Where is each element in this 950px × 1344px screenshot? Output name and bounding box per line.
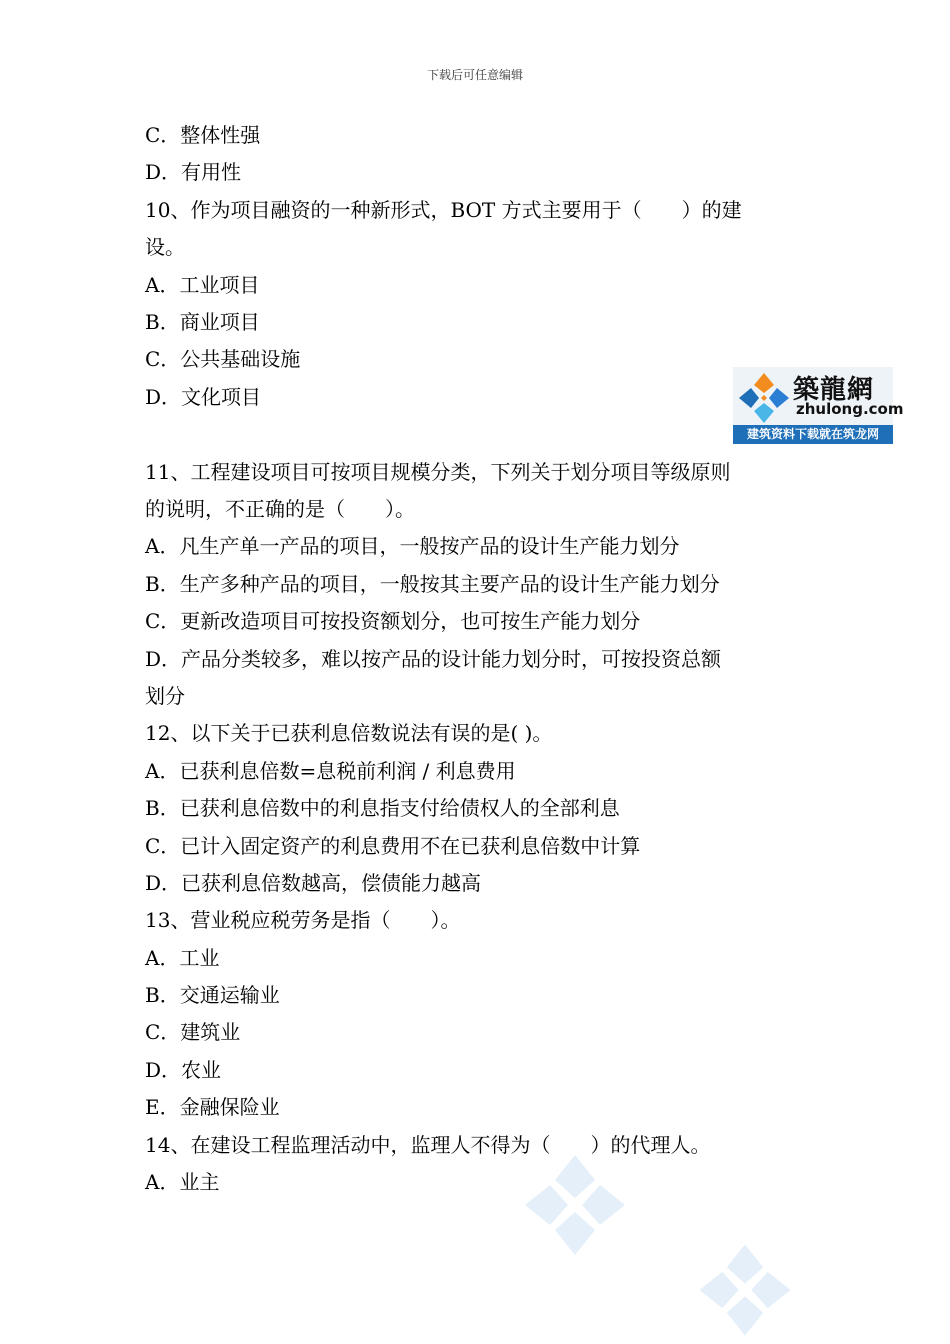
logo-domain: zhulong.com xyxy=(796,400,904,418)
option-a-q14: A．业主 xyxy=(145,1170,220,1195)
option-d-q11-line1: D．产品分类较多，难以按产品的设计能力划分时，可按投资总额 xyxy=(145,646,722,671)
watermark-icon xyxy=(520,1150,630,1260)
document-body xyxy=(145,117,810,1201)
option-c-q9: C．整体性强 xyxy=(145,123,261,147)
option-b-q12: B．已获利息倍数中的利息指支付给债权人的全部利息 xyxy=(145,796,620,821)
option-c-q10: C．公共基础设施 xyxy=(145,347,301,372)
question-10-line2: 设。 xyxy=(145,235,185,260)
option-b-q11: B．生产多种产品的项目，一般按其主要产品的设计生产能力划分 xyxy=(145,571,720,596)
question-11-line2: 的说明，不正确的是（ ）。 xyxy=(145,497,415,522)
watermark-icon xyxy=(695,1240,795,1340)
question-11-line1: 11、工程建设项目可按项目规模分类，下列关于划分项目等级原则 xyxy=(145,459,731,484)
zhulong-logo xyxy=(733,367,904,445)
option-b-q13: B．交通运输业 xyxy=(145,983,280,1008)
question-14: 14、在建设工程监理活动中，监理人不得为（ ）的代理人。 xyxy=(145,1132,711,1157)
logo-mark-icon xyxy=(737,371,791,425)
spacer xyxy=(145,416,810,454)
option-e-q13: E．金融保险业 xyxy=(145,1095,280,1120)
option-a-q10: A．工业项目 xyxy=(145,272,260,297)
option-d-q11-line2: 划分 xyxy=(145,683,185,708)
option-a-q13: A．工业 xyxy=(145,945,220,970)
question-13: 13、营业税应税劳务是指（ ）。 xyxy=(145,908,461,933)
option-d-q10: D．文化项目 xyxy=(145,384,262,409)
option-d-q12: D．已获利息倍数越高，偿债能力越高 xyxy=(145,870,482,895)
option-c-q11: C．更新改造项目可按投资额划分，也可按生产能力划分 xyxy=(145,609,641,634)
option-d-q13: D．农业 xyxy=(145,1057,222,1082)
option-c-q13: C．建筑业 xyxy=(145,1020,241,1045)
option-b-q10: B．商业项目 xyxy=(145,309,260,334)
page-header: 下载后可任意编辑 xyxy=(426,68,523,82)
option-c-q12: C．已计入固定资产的利息费用不在已获利息倍数中计算 xyxy=(145,833,641,858)
option-a-q12: A．已获利息倍数=息税前利润 / 利息费用 xyxy=(145,758,516,783)
option-d-q9: D．有用性 xyxy=(145,160,242,185)
question-12: 12、以下关于已获利息倍数说法有误的是( )。 xyxy=(145,721,553,746)
question-10-line1: 10、作为项目融资的一种新形式，BOT 方式主要用于（ ）的建 xyxy=(145,197,742,222)
option-a-q11: A．凡生产单一产品的项目，一般按产品的设计生产能力划分 xyxy=(145,534,680,559)
logo-chinese-name: 築龍網 xyxy=(793,375,875,405)
logo-slogan: 建筑资料下载就在筑龙网 xyxy=(733,425,893,444)
